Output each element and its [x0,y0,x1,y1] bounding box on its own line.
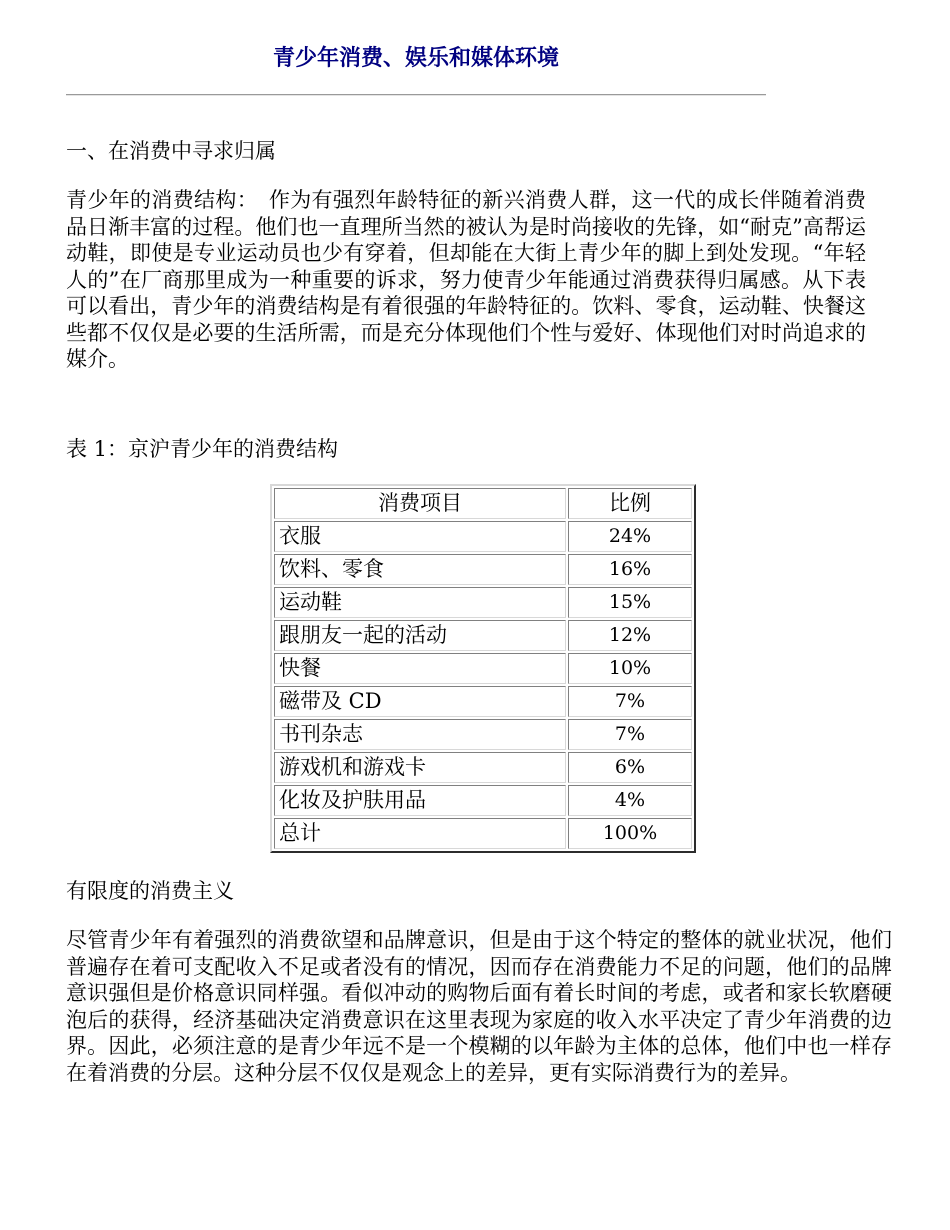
table-row [274,719,692,750]
table-row [274,620,692,651]
table-cell-item: 化妆及护肤用品 [274,785,566,816]
table-row [274,653,692,684]
page-title: 青少年消费、娱乐和媒体环境 [272,46,559,71]
table-cell-ratio: 100% [568,818,692,849]
table-cell-ratio: 16% [568,554,692,585]
table-row [274,554,692,585]
table-header-cell-item: 消费项目 [274,488,566,519]
table-header-row [274,488,692,519]
table-row-total [274,818,692,849]
consumption-table-container [270,484,696,853]
table-cell-ratio: 7% [568,686,692,717]
table-cell-item: 衣服 [274,521,566,552]
table-cell-item: 运动鞋 [274,587,566,618]
table-cell-ratio: 24% [568,521,692,552]
table-cell-item: 书刊杂志 [274,719,566,750]
table-cell-item: 总计 [274,818,566,849]
table-cell-ratio: 6% [568,752,692,783]
table-cell-item: 饮料、零食 [274,554,566,585]
table-row [274,521,692,552]
horizontal-rule [66,94,766,96]
table-cell-ratio: 7% [568,719,692,750]
paragraph-consumption-structure: 青少年的消费结构： 作为有强烈年龄特征的新兴消费人群，这一代的成长伴随着消费品日渐丰富的过程。他们也一直理所当然的被认为是时尚接收的先锋，如“耐克”高帮运动鞋，即使是专业运动员也少有穿着，但却能在大街上青少年的脚上到处发现。“年轻人的”在厂商那里成为一种重要的诉求，努力使青少年能通过消费获得归属感。从下表可以看出，青少年的消费结构是有着很强的年龄特征的。饮料、零食，运动鞋、快餐这些都不仅仅是必要的生活所需，而是充分体现他们个性与爱好、体现他们对时尚追求的媒介。 [66,188,866,371]
table-cell-item: 跟朋友一起的活动 [274,620,566,651]
table-row [274,785,692,816]
table-cell-ratio: 12% [568,620,692,651]
table-cell-item: 磁带及 CD [274,686,566,717]
table-caption: 表 1：京沪青少年的消费结构 [66,437,339,461]
table-row [274,752,692,783]
table-cell-item: 游戏机和游戏卡 [274,752,566,783]
table-row [274,686,692,717]
table-cell-ratio: 4% [568,785,692,816]
section-heading: 一、在消费中寻求归属 [66,139,276,163]
table-cell-ratio: 10% [568,653,692,684]
consumption-table [270,484,696,853]
table-cell-ratio: 15% [568,587,692,618]
paragraph-limited-consumerism: 尽管青少年有着强烈的消费欲望和品牌意识，但是由于这个特定的整体的就业状况，他们普遍存在着可支配收入不足或者没有的情况，因而存在消费能力不足的问题，他们的品牌意识强但是价格意识同样强。看似冲动的购物后面有着长时间的考虑，或者和家长软磨硬泡后的获得，经济基础决定消费意识在这里表现为家庭的收入水平决定了青少年消费的边界。因此，必须注意的是青少年远不是一个模糊的以年龄为主体的总体，他们中也一样存在着消费的分层。这种分层不仅仅是观念上的差异，更有实际消费行为的差异。 [66,928,892,1085]
subsection-heading: 有限度的消费主义 [66,879,234,903]
table-cell-item: 快餐 [274,653,566,684]
table-row [274,587,692,618]
table-header-cell-ratio: 比例 [568,488,692,519]
